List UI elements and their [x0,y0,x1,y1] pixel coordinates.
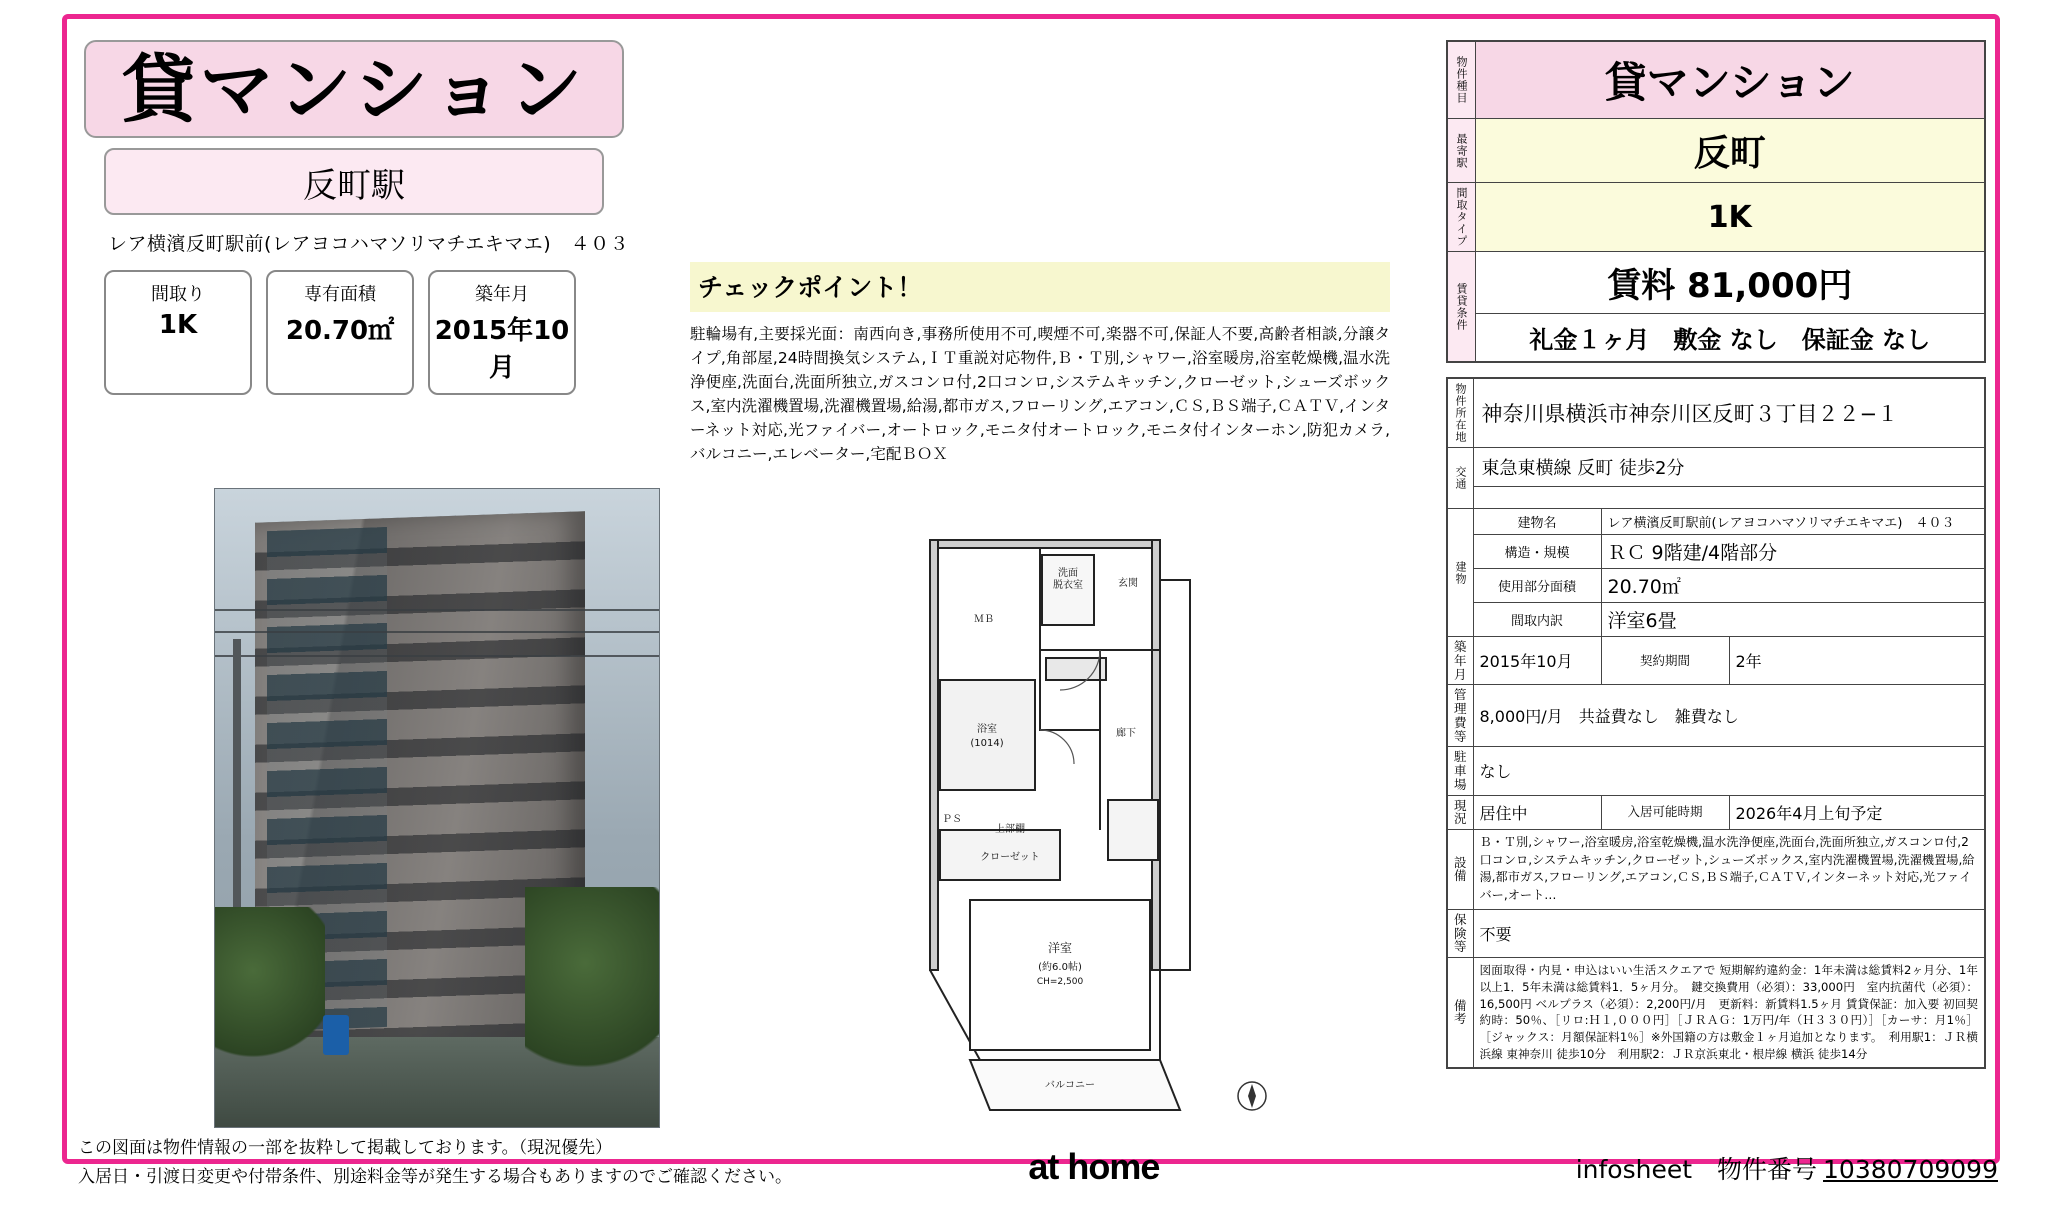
detail-mgmtfee-key: 管理費等 [1447,685,1473,747]
spec-layout-value: 1K [158,309,198,340]
floorplan-label-ps: ＰＳ [942,814,962,825]
detail-row-area [1447,569,1985,603]
detail-row-notes [1447,958,1985,1068]
detail-parking-value: なし [1473,747,1985,795]
detail-row-insurance [1447,909,1985,957]
detail-row-layout-detail [1447,603,1985,637]
footer-disclaimer-line1: この図面は物件情報の一部を抜粋して掲載しております。（現況優先） [78,1138,613,1158]
summary-rent-value: 賃料 81,000円 [1475,252,1985,314]
checkpoint-block [690,262,1390,466]
photo-tree [525,887,660,1077]
detail-status-value: 居住中 [1473,795,1601,830]
detail-row-mgmtfee [1447,685,1985,747]
floorplan-label-shelf: 上部棚 [995,824,1025,835]
detail-row-address [1447,378,1985,448]
spec-area-value: 20.70㎡ [285,315,395,346]
detail-building-name-key: 建物名 [1473,509,1601,535]
checkpoint-heading: チェックポイント！ [690,262,1390,312]
photo-power-wire [215,655,659,657]
detail-row-access [1447,448,1985,487]
detail-equipment-value: Ｂ・Ｔ別,シャワー,浴室暖房,浴室乾燥機,温水洗浄便座,洗面台,洗面所独立,ガスコンロ付,2口コンロ,システムキッチン,クローゼット,シューズボックス,室内洗濯機置場,洗濯機置場,給湯,都市ガス,フローリング,エアコン,ＣＳ,ＢＳ端子,ＣＡＴＶ,インターネット対応,光ファイバー,オート… [1473,830,1985,910]
detail-term-key: 契約期間 [1601,637,1729,685]
summary-conditions-value: 礼金１ヶ月 敷金 なし 保証金 なし [1475,314,1985,363]
floorplan-label-washroom2: 脱衣室 [1053,580,1083,591]
detail-mgmtfee-value: 8,000円/月 共益費なし 雑費なし [1473,685,1985,747]
detail-notes-value: 図面取得・内見・申込はいい生活スクエアで 短期解約違約金：1年未満は総賃料2ヶ月分、1年以上1．5年未満は総賃料1．5ヶ月分。 鍵交換費用（必須）：33,000円 室内抗菌代（必須）：16,500円 ベルプラス（必須）：2,200円/月 更新料：新賃料1.5ヶ月 賃貸保証：加入要 初回契約時：50％、［リロ:Ｈ１,０００円］［ＪＲＡＧ：1万円/年（Ｈ３３０円）］［カーサ：月1％］［ジャックス：月額保証料1％］※外国籍の方は敷金１ヶ月追加となります。 利用駅1：ＪＲ横浜線 東神奈川 徒歩10分 利用駅2：ＪＲ京浜東北・根岸線 横浜 徒歩14分 [1473,958,1985,1068]
floorplan-label-corridor: 廊下 [1116,728,1136,739]
floorplan-label-washroom: 洗面 [1058,568,1078,579]
floorplan-svg [860,500,1280,1120]
summary-table [1446,40,1986,363]
detail-table [1446,377,1986,1069]
property-type-box [84,40,624,138]
detail-layout-key: 間取内訳 [1473,603,1601,637]
building-name-line: レア横濱反町駅前(レアヨコハマソリマチエキマエ) ４０３ [108,232,630,255]
floorplan-label-room: 洋室 [1047,941,1073,955]
footer [78,1138,1998,1192]
detail-building-name-value: レア横濱反町駅前(レアヨコハマソリマチエキマエ) ４０３ [1601,509,1985,535]
summary-rentcond-label: 賃貸条件 [1447,252,1475,363]
photo-power-wire [215,631,659,633]
summary-row-station [1447,119,1985,183]
detail-insurance-key: 保険等 [1447,909,1473,957]
detail-row-status [1447,795,1985,830]
summary-row-conditions [1447,314,1985,363]
detail-address-label: 物件所在地 [1447,378,1473,448]
station-box: 反町駅 [104,148,604,215]
floorplan-label-closet: クローゼット [980,852,1040,863]
spec-area [266,270,414,395]
spec-area-label: 専有面積 [304,283,376,305]
floorplan-label-genkan: 玄関 [1118,578,1138,589]
summary-type-label: 物件種目 [1447,41,1475,119]
athome-logo [1028,1146,1159,1188]
photo-street-sign [323,1015,349,1055]
detail-builtdate-key: 築年月 [1447,637,1473,685]
detail-row-access-blank [1447,487,1985,509]
detail-notes-key: 備考 [1447,958,1473,1068]
detail-row-parking [1447,747,1985,795]
detail-available-value: 2026年4月上旬予定 [1729,795,1985,830]
detail-available-key: 入居可能時期 [1601,795,1729,830]
photo-tree [214,907,325,1067]
infosheet-label: infosheet 物件番号 [1575,1155,1818,1184]
detail-area-value: 20.70㎡ [1601,569,1985,603]
detail-equipment-key: 設備 [1447,830,1473,910]
spec-layout-label: 間取り [151,283,205,305]
north-arrow-icon [1238,1082,1266,1110]
floorplan-label-mb: ＭＢ [974,614,994,625]
detail-insurance-value: 不要 [1473,909,1985,957]
detail-row-equipment [1447,830,1985,910]
floorplan-label-bath-size: (1014) [970,738,1004,749]
floorplan-label-room-size: (約6.0帖) [1038,962,1082,973]
summary-row-layout [1447,183,1985,252]
summary-row-rent [1447,252,1985,314]
detail-builtdate-value: 2015年10月 [1473,637,1601,685]
athome-logo-text: at home [1028,1146,1160,1187]
summary-row-type [1447,41,1985,119]
footer-disclaimer-line2: 入居日・引渡日変更や付帯条件、別途料金等が発生する場合もありますのでご確認ください。 [78,1166,792,1187]
detail-row-building-name [1447,509,1985,535]
detail-structure-key: 構造・規模 [1473,535,1601,569]
floorplan-drawing [860,500,1280,1120]
detail-parking-key: 駐車場 [1447,747,1473,795]
building-photo [214,488,660,1128]
spec-layout [104,270,252,395]
detail-area-key: 使用部分面積 [1473,569,1601,603]
spec-builtdate-label: 築年月 [475,283,529,305]
floorplan-label-bath: 浴室 [977,724,997,735]
detail-row-builtdate [1447,637,1985,685]
detail-structure-value: ＲＣ 9階建/4階部分 [1601,535,1985,569]
right-column [1446,40,1986,1069]
checkpoint-body: 駐輪場有,主要採光面：南西向き,事務所使用不可,喫煙不可,楽器不可,保証人不要,高齢者相談,分譲タイプ,角部屋,24時間換気システム,ＩＴ重説対応物件,Ｂ・Ｔ別,シャワー,浴室暖房,浴室乾燥機,温水洗浄便座,洗面台,洗面所独立,ガスコンロ付,2口コンロ,システムキッチン,クローゼット,シューズボックス,室内洗濯機置場,洗濯機置場,給湯,都市ガス,フローリング,エアコン,ＣＳ,ＢＳ端子,ＣＡＴＶ,インターネット対応,光ファイバー,オートロック,モニタ付オートロック,モニタ付インターホン,防犯カメラ,バルコニー,エレベーター,宅配ＢＯＸ [690,325,1390,464]
detail-status-key: 現況 [1447,795,1473,830]
detail-access-value: 東急東横線 反町 徒歩2分 [1473,448,1985,487]
summary-layout-value: 1K [1475,183,1985,252]
detail-building-label: 建物 [1447,509,1473,637]
page-title: 貸マンション [121,47,587,133]
detail-term-value: 2年 [1729,637,1985,685]
summary-layout-label: 間取タイプ [1447,183,1475,252]
infosheet-number: 10380709099 [1823,1155,1998,1184]
detail-access-label: 交通 [1447,448,1473,509]
summary-station-label: 最寄駅 [1447,119,1475,183]
spec-builtdate-value: 2015年10月 [434,315,570,383]
floorplan-label-balcony: バルコニー [1045,1080,1095,1091]
spec-builtdate [428,270,576,395]
floorplan-label-ceiling: CH=2,500 [1036,977,1084,987]
detail-access-blank [1473,487,1985,509]
footer-disclaimer [78,1134,792,1192]
detail-row-structure [1447,535,1985,569]
summary-station-value: 反町 [1475,119,1985,183]
summary-type-value: 貸マンション [1475,41,1985,119]
detail-layout-value: 洋室6畳 [1601,603,1985,637]
infosheet-block [1576,1150,1998,1186]
detail-address-value: 神奈川県横浜市神奈川区反町３丁目２２−１ [1473,378,1985,448]
photo-power-wire [215,609,659,611]
